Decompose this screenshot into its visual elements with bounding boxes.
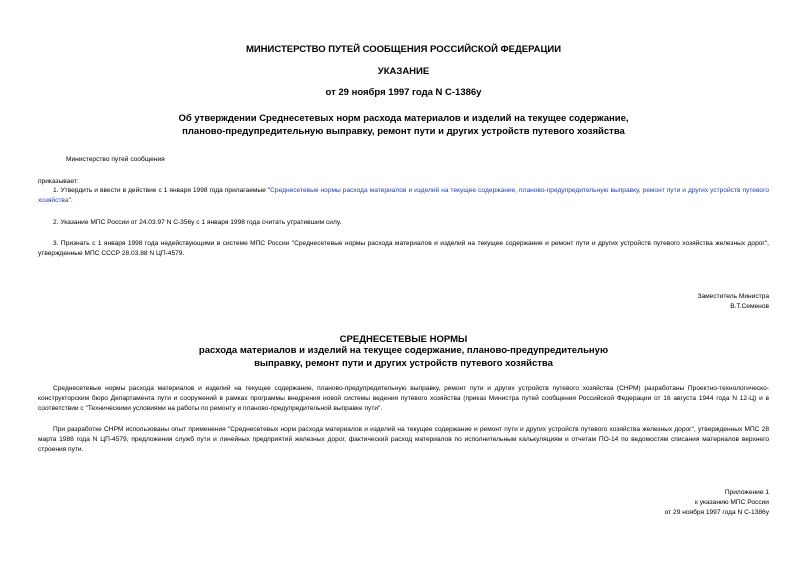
norms-paragraph-1 [38,384,769,414]
document-title-line2: планово-предупредительную выправку, ремонт пути и других устройств путевого хозяйства [182,126,625,137]
order-item-3-text: 3. Признать с 1 января 1998 года недействующими в системе МПС России "Среднесетевые нормы расхода материалов и изделий на текущее содержание и ремонт пути и других устройств путевого хозяйства железных дорог", утвержденные МПС СССР 28.03.88 N ЦП-4579. [38,240,769,257]
norms-paragraph-2 [38,425,769,455]
order-item-1-suffix: ". [68,197,73,204]
signature-block [697,292,769,312]
appendix-line-3: от 29 ноября 1997 года N С-1386у [664,509,769,516]
orders-text: приказывает: [38,178,79,185]
doc-date-heading: от 29 ноября 1997 года N С-1386у [325,87,482,98]
appendix-line-1: Приложение 1 [724,489,769,496]
issuer-text: Министерство путей сообщения [66,156,165,163]
appendix-block [665,488,769,518]
norms-paragraph-1-text: Среднесетевые нормы расхода материалов и изделий на текущее содержание, планово-предупредительную выправку, ремонт пути и других устройств путевого хозяйства (СНРМ) разработаны Проектно-технологическо-конструкторским бюро Департамента пути и сооружений в рамках программы внедрения новой системы ведения путевого хозяйства (приказ Министра путей сообщения Российской Федерации от 16 августа 1944 года N 12-Ц) и в соответствии с "Техническими условиями на работы по ремонту и планово-предупредительной выправке пути". [38,385,769,412]
norms-subtitle-line1: расхода материалов и изделий на текущее содержание, планово-предупредительную [198,345,609,356]
doc-type-heading: УКАЗАНИЕ [377,66,430,77]
norms-paragraph-2-text: При разработке СНРМ использованы опыт применения "Среднесетевых норм расхода материалов и изделий на текущее содержание и ремонт пути и других устройств путевого хозяйства железных дорог", утвержденных МПС 28 марта 1988 года N ЦП-4579, предложения служб пути и линейных предприятий железных дорог, фактический расход материалов по исполнительным калькуляциям и отчетам ПО-14 по ведомостям списания материалов верхнего строения пути. [38,426,769,453]
order-item-1-prefix: 1. Утвердить и ввести в действие с 1 января 1998 года прилагаемые " [53,187,271,194]
order-item-2: 2. Указание МПС России от 24.03.97 N С-356у с 1 января 1998 года считать утратившим силу. [53,219,342,226]
order-item-3 [38,239,769,259]
appendix-line-2: к указанию МПС России [695,499,769,506]
norms-link[interactable]: Среднесетевые нормы расхода материалов и изделий на текущее содержание, планово-предупредительную выправку, ремонт пути и других устройств путевого хозяйства [38,187,769,204]
norms-title: СРЕДНЕСЕТЕВЫЕ НОРМЫ [339,334,468,345]
signature-name: В.Т.Семенов [730,303,769,310]
norms-subtitle-line2: выправку, ремонт пути и других устройств путевого хозяйства [254,358,553,369]
document-title-line1: Об утверждении Среднесетевых норм расхода материалов и изделий на текущее содержание, [178,113,629,124]
ministry-heading: МИНИСТЕРСТВО ПУТЕЙ СООБЩЕНИЯ РОССИЙСКОЙ ФЕДЕРАЦИИ [245,44,562,55]
signature-position: Заместитель Министра [697,293,769,300]
norms-subtitle [0,344,807,370]
order-item-1 [38,186,769,206]
document-title [0,112,807,138]
